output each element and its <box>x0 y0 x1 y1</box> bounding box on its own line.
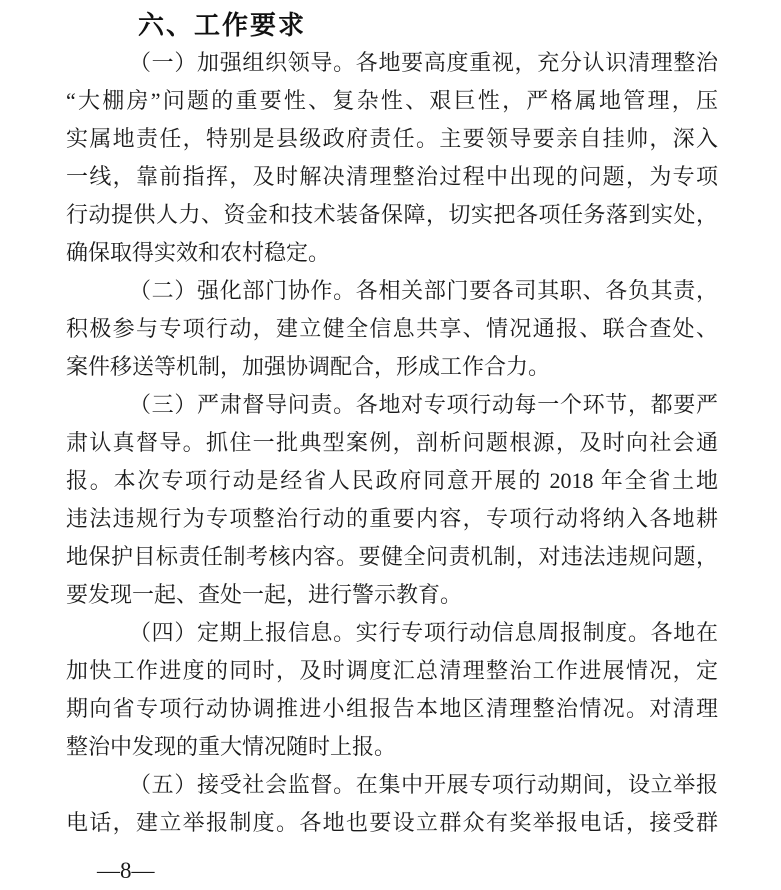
document-line: 案件移送等机制，加强协调配合，形成工作合力。 <box>66 354 551 379</box>
document-line: （五）接受社会监督。在集中开展专项行动期间，设立举报 <box>129 772 718 797</box>
document-line: 电话，建立举报制度。各地也要设立群众有奖举报电话，接受群 <box>66 810 718 835</box>
document-line: 确保取得实效和农村稳定。 <box>66 240 331 265</box>
document-line: 加快工作进度的同时，及时调度汇总清理整治工作进展情况，定 <box>66 658 718 683</box>
document-line: 积极参与专项行动，建立健全信息共享、情况通报、联合查处、 <box>66 316 718 341</box>
page-number: —8— <box>97 858 155 883</box>
document-line: （二）强化部门协作。各相关部门要各司其职、各负其责， <box>129 278 718 303</box>
document-line: （四）定期上报信息。实行专项行动信息周报制度。各地在 <box>129 620 718 645</box>
document-line: 地保护目标责任制考核内容。要健全问责机制，对违法违规问题， <box>66 544 718 569</box>
document-line: 报。本次专项行动是经省人民政府同意开展的 2018 年全省土地 <box>66 468 718 493</box>
document-line: 整治中发现的重大情况随时上报。 <box>66 734 397 759</box>
document-line: （一）加强组织领导。各地要高度重视，充分认识清理整治 <box>129 50 718 75</box>
document-line: 一线，靠前指挥，及时解决清理整治过程中出现的问题，为专项 <box>66 164 718 189</box>
document-line: 要发现一起、查处一起，进行警示教育。 <box>66 582 463 607</box>
document-line: “大棚房”问题的重要性、复杂性、艰巨性，严格属地管理，压 <box>66 88 718 113</box>
section-heading: 六、工作要求 <box>138 10 307 40</box>
document-paragraphs <box>66 44 718 842</box>
document-line: 期向省专项行动协调推进小组报告本地区清理整治情况。对清理 <box>66 696 718 721</box>
document-line: 违法违规行为专项整治行动的重要内容，专项行动将纳入各地耕 <box>66 506 718 531</box>
document-line: 实属地责任，特别是县级政府责任。主要领导要亲自挂帅，深入 <box>66 126 718 151</box>
document-line: （三）严肃督导问责。各地对专项行动每一个环节，都要严 <box>129 392 718 417</box>
document-line: 行动提供人力、资金和技术装备保障，切实把各项任务落到实处， <box>66 202 718 227</box>
document-line: 肃认真督导。抓住一批典型案例，剖析问题根源，及时向社会通 <box>66 430 718 455</box>
document-body <box>66 6 718 842</box>
